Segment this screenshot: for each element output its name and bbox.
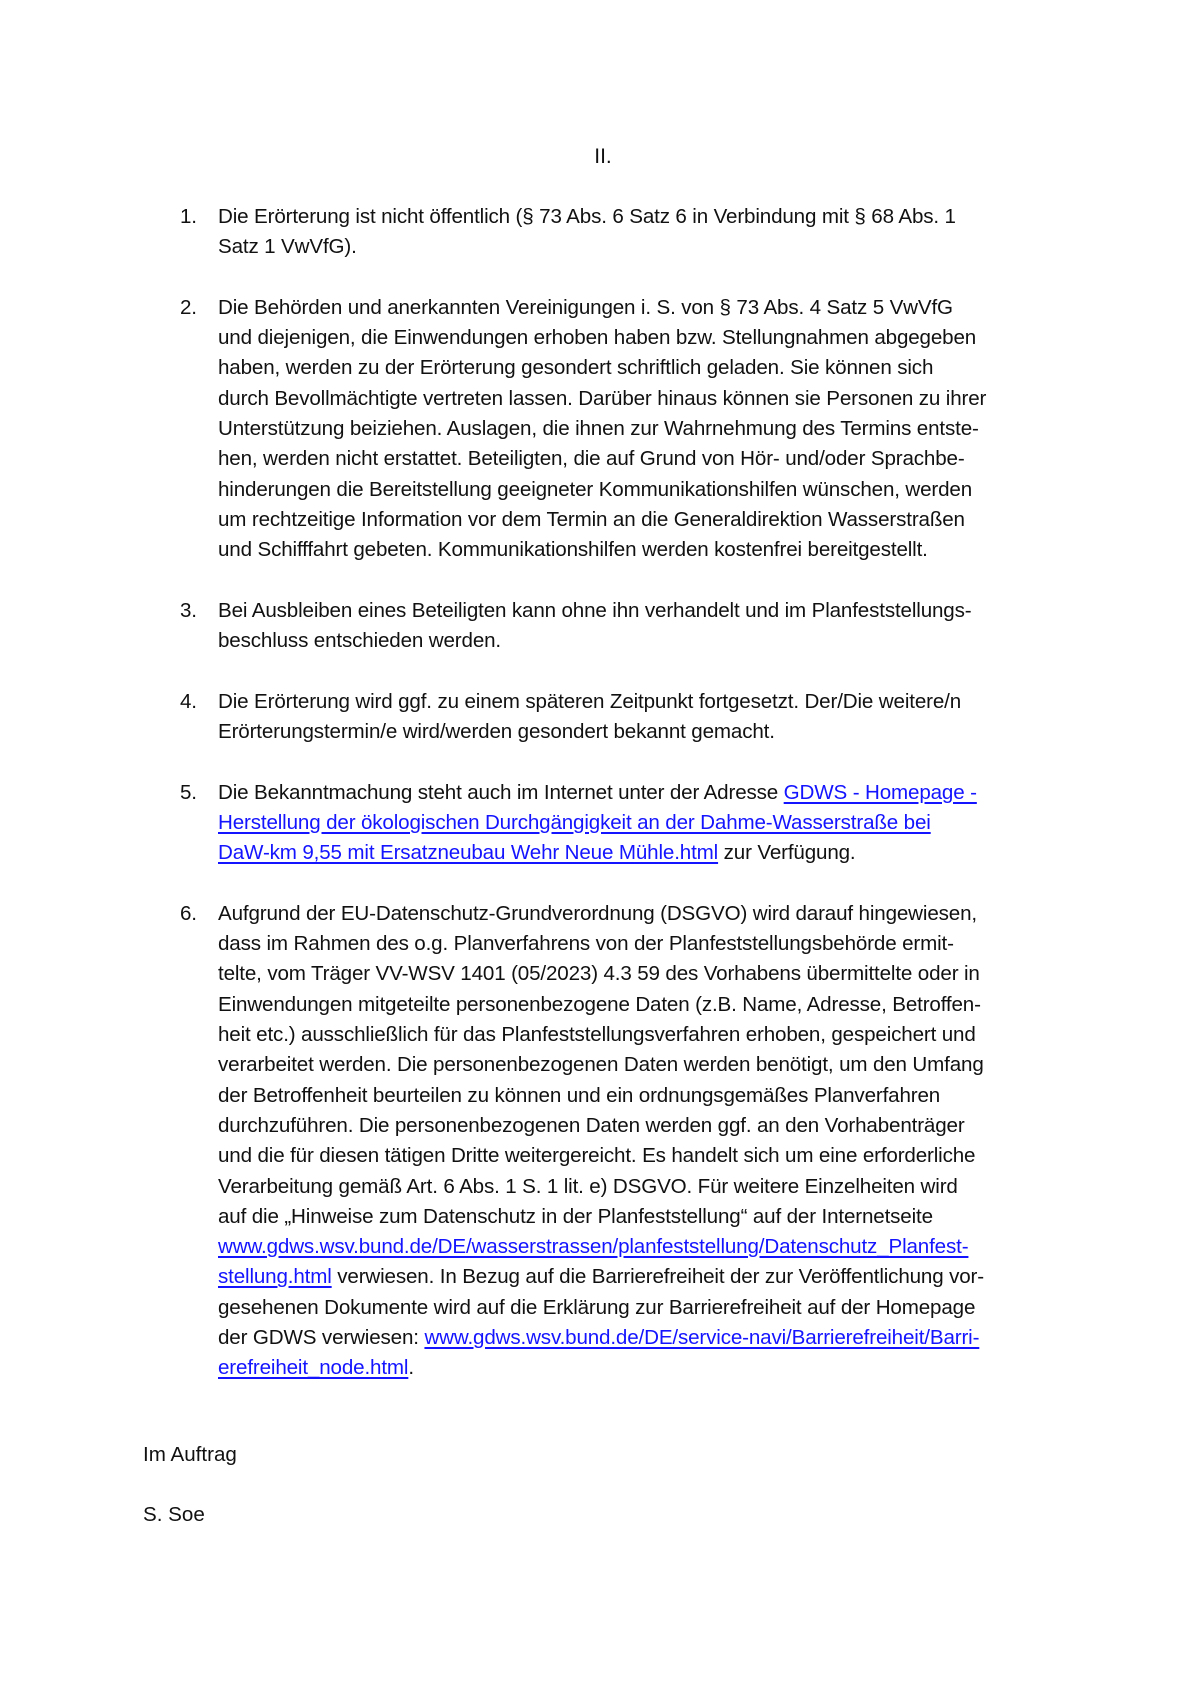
item-text-line: und Schifffahrt gebeten. Kommunikationshilfen werden kostenfrei bereitgestellt. [218,538,928,562]
gdws-homepage-link-end[interactable]: DaW-km 9,55 mit Ersatzneubau Wehr Neue Mühle.html [218,841,719,865]
item-text-line [218,838,1060,868]
item-text-line [218,1323,1060,1353]
datenschutz-link[interactable]: www.gdws.wsv.bund.de/DE/wasserstrassen/planfeststellung/Datenschutz_Planfest- [218,1235,969,1259]
item-number: 5. [180,780,197,804]
signature: S. Soe [143,1503,205,1526]
item-text: zur Verfügung. [718,841,856,865]
item-text: Die Bekanntmachung steht auch im Internet unter der Adresse [218,780,784,804]
item-text-line: Unterstützung beiziehen. Auslagen, die ihnen zur Wahrnehmung des Termins entste- [218,417,979,441]
item-text-line [218,1262,1060,1292]
item-text-line: dass im Rahmen des o.g. Planverfahrens von der Planfeststellungsbehörde ermit- [218,932,954,956]
closing-phrase: Im Auftrag [143,1443,237,1466]
section-title-text: II. [594,145,612,168]
item-number: 6. [180,901,197,925]
item-number: 4. [180,689,197,713]
item-number: 3. [180,598,197,622]
item-text-line: verarbeitet werden. Die personenbezogenen Daten werden benötigt, um den Umfang [218,1053,984,1077]
item-text-line: gesehenen Dokumente wird auf die Erklärung zur Barrierefreiheit auf der Homepage [218,1295,976,1319]
item-text-line: auf die „Hinweise zum Datenschutz in der Planfeststellung“ auf der Internetseite [218,1204,933,1228]
item-text-line: heit etc.) ausschließlich für das Planfeststellungsverfahren erhoben, gespeichert und [218,1023,976,1047]
list-item-6 [180,899,1060,1384]
item-text-line: und die für diesen tätigen Dritte weitergereicht. Es handelt sich um eine erforderliche [218,1144,976,1168]
item-text-line: telte, vom Träger VV-WSV 1401 (05/2023) 4.3 59 des Vorhabens übermittelte oder in [218,962,980,986]
item-number: 1. [180,205,197,228]
item-text-line: beschluss entschieden werden. [218,629,501,653]
item-text-line: hinderungen die Bereitstellung geeigneter Kommunikationshilfen wünschen, werden [218,477,973,501]
list-item-3 [180,596,1060,657]
list-item-1 [180,202,1060,263]
item-text-line: der Betroffenheit beurteilen zu können und ein ordnungsgemäßes Planverfahren [218,1083,941,1107]
item-text-line [218,778,1060,808]
list-item-5 [180,778,1060,869]
gdws-homepage-link[interactable]: GDWS - Homepage - [783,780,977,804]
item-text-line: durch Bevollmächtigte vertreten lassen. Darüber hinaus können sie Personen zu ihrer [218,386,987,410]
item-number: 2. [180,295,197,319]
gdws-homepage-link-cont[interactable]: Herstellung der ökologischen Durchgängigkeit an der Dahme-Wasserstraße bei [218,810,931,834]
item-text-line: Die Behörden und anerkannten Vereinigungen i. S. von § 73 Abs. 4 Satz 5 VwVfG [218,295,953,319]
item-text: . [408,1356,414,1380]
item-text-line [218,1232,1060,1262]
list-item-2 [180,293,1060,566]
barrierefreiheit-link[interactable]: www.gdws.wsv.bund.de/DE/service-navi/Barrierefreiheit/Barri- [424,1325,980,1349]
item-text-line: Die Erörterung ist nicht öffentlich (§ 73 Abs. 6 Satz 6 in Verbindung mit § 68 Abs. 1 [218,205,956,228]
item-text-line: Bei Ausbleiben eines Beteiligten kann ohne ihn verhandelt und im Planfeststellungs- [218,598,972,622]
datenschutz-link-cont[interactable]: stellung.html [218,1265,332,1289]
item-text-line: Einwendungen mitgeteilte personenbezogene Daten (z.B. Name, Adresse, Betroffen- [218,992,981,1016]
item-text-line: durchzuführen. Die personenbezogenen Daten werden ggf. an den Vorhabenträger [218,1113,965,1137]
numbered-list [180,202,1060,1414]
item-text: verwiesen. In Bezug auf die Barrierefreiheit der zur Veröffentlichung vor- [331,1265,984,1289]
item-text-line: hen, werden nicht erstattet. Beteiligten, die auf Grund von Hör- und/oder Sprachbe- [218,447,965,471]
item-text-line: um rechtzeitige Information vor dem Termin an die Generaldirektion Wasserstraßen [218,507,965,531]
item-text-line: Die Erörterung wird ggf. zu einem späteren Zeitpunkt fortgesetzt. Der/Die weitere/n [218,689,962,713]
barrierefreiheit-link-cont[interactable]: erefreiheit_node.html [218,1356,409,1380]
item-text-line [218,1353,1060,1383]
item-text-line: Satz 1 VwVfG). [218,235,357,259]
item-text: der GDWS verwiesen: [218,1325,425,1349]
item-text-line: und diejenigen, die Einwendungen erhoben haben bzw. Stellungnahmen abgegeben [218,326,977,350]
item-text-line: Verarbeitung gemäß Art. 6 Abs. 1 S. 1 lit. e) DSGVO. Für weitere Einzelheiten wird [218,1174,958,1198]
list-item-4 [180,687,1060,748]
item-text-line [218,808,1060,838]
item-text-line: Erörterungstermin/e wird/werden gesondert bekannt gemacht. [218,720,775,744]
item-text-line: haben, werden zu der Erörterung gesondert schriftlich geladen. Sie können sich [218,356,934,380]
item-text-line: Aufgrund der EU-Datenschutz-Grundverordnung (DSGVO) wird darauf hingewiesen, [218,901,977,925]
section-title [0,142,1200,172]
